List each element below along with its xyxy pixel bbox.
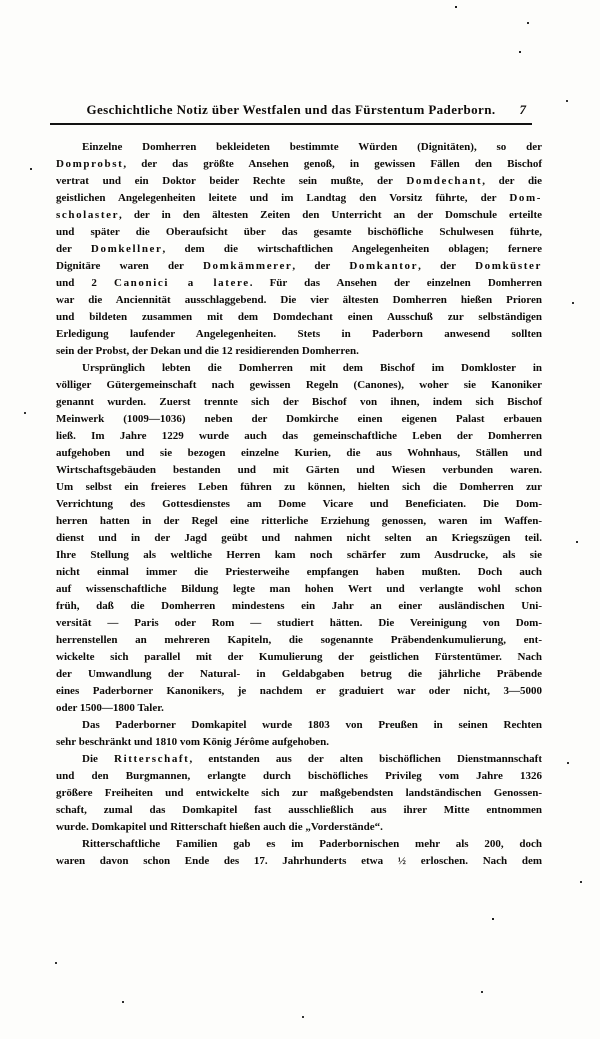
text-run: genannt wurden. Zuerst trennte sich der Bischof von ihnen, indem sich Bischof: [56, 396, 542, 408]
text-run: vertrat und ein Doktor beider Rechte sein mußte, der: [56, 175, 407, 187]
text-run: dienst und in der Jagd geübt und nahmen nicht selten an Kriegszügen teil.: [56, 532, 542, 544]
text-run: der Umwandlung der Natural- in Geldabgaben betrug die jährliche Präbende: [56, 668, 542, 680]
text-run: aufgehoben und sie bezogen einzelne Kurien, die aus Wohnhaus, Ställen und: [56, 447, 542, 459]
text-line: [56, 513, 542, 530]
text-run: wurde. Domkapitel und Ritterschaft hießen auch die „Vorderstände“.: [56, 821, 383, 833]
text-run: größere Freiheiten und entwickelte sich zur maßgebendsten landständischen Genossen-: [56, 787, 542, 799]
paragraph: [56, 751, 542, 836]
running-head: [50, 102, 532, 120]
text-line: [56, 309, 542, 326]
text-line: [56, 751, 542, 768]
text-run: ließ. Im Jahre 1229 wurde auch das gemeinschaftliche Leben der Domherren: [56, 430, 542, 442]
text-block: [56, 139, 542, 870]
text-run: sehr beschränkt und 1810 vom König Jérôme aufgehoben.: [56, 736, 329, 748]
text-line: [56, 479, 542, 496]
letterspaced-term: Dom-: [509, 192, 542, 204]
text-run: und später die Oberaufsicht über das gesamte bischöfliche Schulwesen führte,: [56, 226, 542, 238]
text-line: [56, 717, 542, 734]
text-run: war die Anciennität ausschlaggebend. Die vier ältesten Domherren hießen Prioren: [56, 294, 542, 306]
text-line: [56, 666, 542, 683]
text-run: , der das größte Ansehen genoß, in gewissen Fällen den Bischof: [123, 158, 542, 170]
text-run: Ursprünglich lebten die Domherren mit dem Bischof im Domkloster in: [82, 362, 542, 374]
text-run: und 2: [56, 277, 115, 289]
text-line: [56, 683, 542, 700]
text-line: [56, 836, 542, 853]
text-run: Meinwerk (1009—1036) neben der Domkirche einen eigenen Palast erbauen: [56, 413, 542, 425]
paragraph: [56, 360, 542, 717]
text-run: , der: [418, 260, 476, 272]
text-run: Um selbst ein freieres Leben führen zu können, hielten sich die Domherren zur: [56, 481, 542, 493]
letterspaced-term: Canonici a latere: [114, 277, 250, 289]
text-run: oder 1500—1800 Taler.: [56, 702, 164, 714]
text-line: [56, 615, 542, 632]
text-line: [56, 564, 542, 581]
text-line: [56, 258, 542, 275]
text-run: Wirtschaftsgebäuden bestanden und mit Gärten und Wiesen verbunden waren.: [56, 464, 542, 476]
text-line: [56, 649, 542, 666]
text-line: [56, 360, 542, 377]
text-run: , der in den ältesten Zeiten den Unterricht an der Domschule erteilte: [119, 209, 542, 221]
text-run: , der: [292, 260, 350, 272]
text-line: [56, 241, 542, 258]
text-run: , der die: [482, 175, 542, 187]
text-line: [56, 275, 542, 292]
text-line: [56, 139, 542, 156]
text-run: Das Paderborner Domkapitel wurde 1803 von Preußen in seinen Rechten: [82, 719, 542, 731]
text-line: [56, 530, 542, 547]
paragraph: [56, 836, 542, 870]
text-line: [56, 462, 542, 479]
text-run: sein der Probst, der Dekan und die 12 residierenden Domherren.: [56, 345, 359, 357]
text-run: Dignitäre waren der: [56, 260, 203, 272]
text-line: [56, 173, 542, 190]
letterspaced-term: Domdechant: [406, 175, 483, 187]
text-line: [56, 785, 542, 802]
text-line: [56, 819, 542, 836]
text-run: und bildeten zusammen mit dem Domdechant einen Ausschuß zur selbständigen: [56, 311, 542, 323]
text-run: , dem die wirtschaftlichen Angelegenheiten oblagen; fernere: [162, 243, 542, 255]
letterspaced-term: Domküster: [475, 260, 543, 272]
text-run: schaft, zumal das Domkapitel fast ausschließlich aus ihrer Mitte entnommen: [56, 804, 542, 816]
scan-noise: [0, 0, 2, 2]
text-line: [56, 156, 542, 173]
text-line: [56, 326, 542, 343]
letterspaced-term: Domkämmerer: [202, 260, 293, 272]
text-run: herren hatten in der Regel eine ritterliche Erziehung genossen, waren im Waffen-: [56, 515, 542, 527]
text-line: [56, 734, 542, 751]
text-line: [56, 768, 542, 785]
text-line: [56, 394, 542, 411]
running-head-title: Geschichtliche Notiz über Westfalen und das Fürstentum Paderborn.: [86, 102, 496, 117]
letterspaced-term: Domkellner: [90, 243, 163, 255]
page-number: 7: [519, 102, 526, 117]
text-run: waren davon schon Ende des 17. Jahrhunderts etwa ½ erloschen. Nach dem: [56, 855, 542, 867]
text-run: geistlichen Angelegenheiten leitete und im Landtag den Vorsitz führte, der: [56, 192, 510, 204]
text-line: [56, 445, 542, 462]
text-line: [56, 581, 542, 598]
text-run: eines Paderborner Kanonikers, je nachdem er graduiert war oder nicht, 3—5000: [56, 685, 542, 697]
letterspaced-term: Ritterschaft: [114, 753, 190, 765]
text-run: Einzelne Domherren bekleideten bestimmte Würden (Dignitäten), so der: [82, 141, 542, 153]
letterspaced-term: Domprobst: [56, 158, 124, 170]
text-run: versität — Paris oder Rom — studiert hätten. Die Vereinigung von Dom-: [56, 617, 542, 629]
text-run: auf wissenschaftliche Bildung legte man hohen Wert und verlangte wohl schon: [56, 583, 542, 595]
text-run: , entstanden aus der alten bischöflichen Dienstmannschaft: [189, 753, 542, 765]
text-line: [56, 632, 542, 649]
text-line: [56, 190, 542, 207]
paragraph: [56, 717, 542, 751]
text-line: [56, 598, 542, 615]
text-line: [56, 292, 542, 309]
text-line: [56, 496, 542, 513]
text-line: [56, 377, 542, 394]
text-line: [56, 853, 542, 870]
text-run: Verrichtung des Gottesdienstes am Dome Vicare und Beneficiaten. Die Dom-: [56, 498, 542, 510]
text-run: völliger Gütergemeinschaft nach gewissen Regeln (Canones), woher sie Kanoniker: [56, 379, 542, 391]
letterspaced-term: scholaster: [56, 209, 120, 221]
text-line: [56, 700, 542, 717]
text-run: wickelte sich parallel mit der Kumulierung der geistlichen Fürstentümer. Nach: [56, 651, 542, 663]
text-run: nicht einmal immer die Priesterweihe empfangen haben mußten. Doch auch: [56, 566, 542, 578]
text-run: Ritterschaftliche Familien gab es im Paderbornischen mehr als 200, doch: [82, 838, 542, 850]
text-run: der: [56, 243, 91, 255]
text-run: Erledigung laufender Angelegenheiten. Stets in Paderborn anwesend sollten: [56, 328, 542, 340]
paragraph: [56, 139, 542, 360]
text-run: Die: [82, 753, 115, 765]
text-run: Ihre Stellung als weltliche Herren kam noch schärfer zum Ausdrucke, als sie: [56, 549, 542, 561]
header-rule: [50, 123, 532, 125]
text-line: [56, 411, 542, 428]
text-run: . Für das Ansehen der einzelnen Domherren: [249, 277, 543, 289]
text-run: herrenstellen an mehreren Kapiteln, die sogenannte Präbendenkumulierung, ent-: [56, 634, 542, 646]
text-line: [56, 547, 542, 564]
text-run: früh, daß die Domherren mindestens ein Jahr an einer ausländischen Uni-: [56, 600, 542, 612]
letterspaced-term: Domkantor: [349, 260, 419, 272]
text-run: und den Burgmannen, erlangte durch bischöfliches Privileg vom Jahre 1326: [56, 770, 542, 782]
text-line: [56, 802, 542, 819]
text-line: [56, 428, 542, 445]
text-line: [56, 343, 542, 360]
text-line: [56, 224, 542, 241]
text-line: [56, 207, 542, 224]
